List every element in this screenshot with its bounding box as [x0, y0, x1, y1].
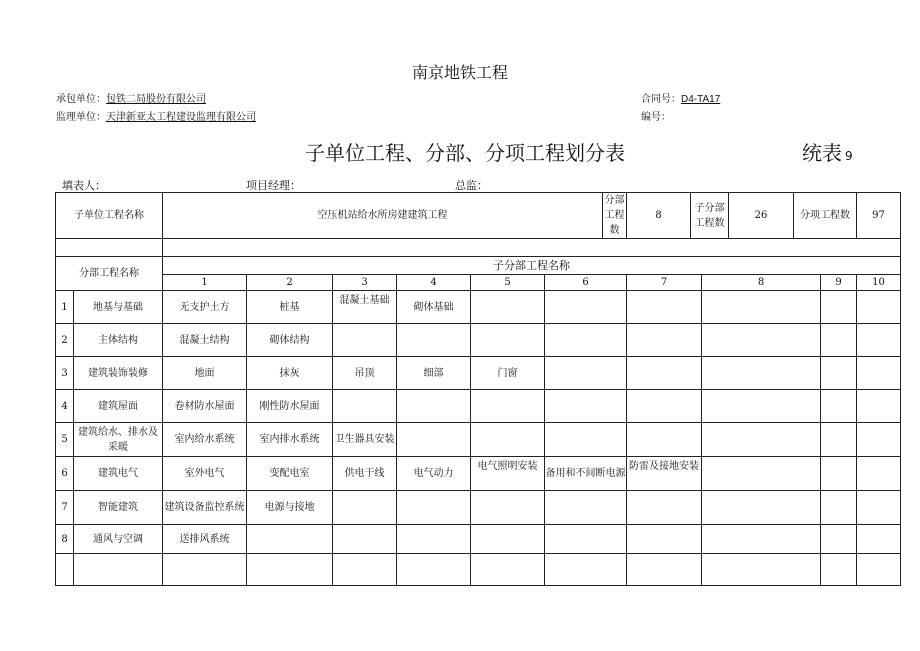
subdivision-cell: 变配电室 — [247, 457, 333, 491]
subdivision-cell: 抹灰 — [247, 357, 333, 390]
table-row — [56, 423, 901, 457]
subdivision-cell — [702, 554, 821, 586]
main-title: 子单位工程、分部、分项工程划分表 — [305, 141, 625, 165]
subdivision-cell — [627, 423, 702, 457]
subdivision-cell: 混凝土结构 — [163, 324, 247, 357]
subdivision-cell — [397, 554, 471, 586]
subdivision-cell — [857, 491, 901, 525]
subdivision-cell — [247, 525, 333, 554]
table-row — [56, 554, 901, 586]
supervisor-label: 监理单位： — [56, 112, 106, 123]
table-row — [56, 357, 901, 390]
subdivision-cell: 送排风系统 — [163, 525, 247, 554]
division-name: 主体结构 — [74, 324, 163, 357]
subdivision-cell — [545, 491, 627, 525]
subdivision-cell — [702, 525, 821, 554]
contract-label: 合同号： — [641, 94, 681, 105]
form-number: 9 — [845, 149, 853, 163]
col-number: 9 — [821, 275, 857, 291]
col-number: 1 — [163, 275, 247, 291]
subdivision-cell: 备用和不间断电源 — [545, 457, 627, 491]
col-number: 5 — [471, 275, 545, 291]
division-name: 建筑屋面 — [74, 390, 163, 423]
table-row — [56, 491, 901, 525]
subdivision-cell: 卷材防水屋面 — [163, 390, 247, 423]
subdivision-cell — [702, 457, 821, 491]
division-name: 建筑电气 — [74, 457, 163, 491]
col-number: 8 — [702, 275, 821, 291]
subdivision-cell — [821, 491, 857, 525]
subdivision-cell — [857, 423, 901, 457]
row-number: 8 — [56, 525, 74, 554]
division-name — [74, 554, 163, 586]
filler-label: 填表人： — [62, 179, 106, 192]
subdivision-cell — [627, 291, 702, 324]
subdivision-cell — [397, 491, 471, 525]
subdivision-cell — [471, 423, 545, 457]
subdivision-cell — [857, 457, 901, 491]
subdivision-cell — [545, 357, 627, 390]
subdivision-cell: 电气动力 — [397, 457, 471, 491]
subdivision-cell — [857, 357, 901, 390]
subdivision-cell — [471, 390, 545, 423]
div-count-label: 分部工程数 — [603, 193, 627, 239]
table-row — [56, 291, 901, 324]
subdivision-cell — [857, 390, 901, 423]
subdivision-cell: 砌体结构 — [247, 324, 333, 357]
col-number: 3 — [333, 275, 397, 291]
subdivision-cell — [821, 525, 857, 554]
subdivision-cell — [702, 491, 821, 525]
table-row — [56, 324, 901, 357]
row-number: 5 — [56, 423, 74, 457]
contractor-value: 包铁二局股份有限公司 — [106, 94, 206, 105]
subdivision-cell — [545, 291, 627, 324]
subdivision-cell — [333, 554, 397, 586]
subdivision-cell — [333, 324, 397, 357]
col-number: 4 — [397, 275, 471, 291]
supervisor-line — [56, 108, 256, 123]
row-number: 3 — [56, 357, 74, 390]
subdivision-cell: 门窗 — [471, 357, 545, 390]
subdivision-cell — [857, 525, 901, 554]
subdivision-cell — [857, 291, 901, 324]
subdivision-cell — [702, 291, 821, 324]
subdivision-cell: 无支护土方 — [163, 291, 247, 324]
col-number: 6 — [545, 275, 627, 291]
subdivision-cell: 供电干线 — [333, 457, 397, 491]
blank-row — [56, 239, 901, 257]
subdivision-cell: 电气照明安装 — [471, 457, 545, 491]
form-id — [802, 137, 853, 166]
subdivision-cell — [545, 390, 627, 423]
pm-label: 项目经理： — [246, 179, 301, 192]
subdivision-cell — [471, 491, 545, 525]
subdivision-cell: 桩基 — [247, 291, 333, 324]
subdivision-cell — [627, 525, 702, 554]
sub-unit-label: 子单位工程名称 — [56, 193, 163, 239]
subdivision-cell: 室内给水系统 — [163, 423, 247, 457]
subdivision-cell — [821, 390, 857, 423]
form-label: 统表 — [802, 141, 842, 165]
contractor-line — [56, 90, 206, 105]
subdivision-cell: 砌体基础 — [397, 291, 471, 324]
contractor-label: 承包单位： — [56, 94, 106, 105]
row-number: 6 — [56, 457, 74, 491]
subdivision-cell: 地面 — [163, 357, 247, 390]
subdivision-cell — [821, 457, 857, 491]
subdiv-count-value: 26 — [729, 193, 794, 239]
subdivision-cell: 混凝土基础 — [333, 291, 397, 324]
subdivision-cell — [702, 357, 821, 390]
subdivision-cell — [821, 291, 857, 324]
subdivision-cell — [821, 357, 857, 390]
row-number: 2 — [56, 324, 74, 357]
table-row — [56, 390, 901, 423]
subdivision-cell — [397, 390, 471, 423]
division-name: 建筑装饰装修 — [74, 357, 163, 390]
row-number — [56, 554, 74, 586]
subdivision-cell: 防雷及接地安装 — [627, 457, 702, 491]
subdivision-cell — [333, 491, 397, 525]
subdivision-cell — [857, 324, 901, 357]
subdivision-cell — [333, 525, 397, 554]
row-number: 4 — [56, 390, 74, 423]
subdivision-cell: 细部 — [397, 357, 471, 390]
subdivision-cell: 室内排水系统 — [247, 423, 333, 457]
serial-line — [641, 108, 671, 123]
division-name: 地基与基础 — [74, 291, 163, 324]
subdivision-cell: 电源与接地 — [247, 491, 333, 525]
div-count-value: 8 — [627, 193, 691, 239]
subdivision-cell — [545, 525, 627, 554]
subdiv-count-label: 子分部工程数 — [691, 193, 729, 239]
subdivision-cell — [627, 390, 702, 423]
subdivision-cell: 刚性防水屋面 — [247, 390, 333, 423]
subdivision-cell — [821, 423, 857, 457]
summary-row — [56, 193, 901, 239]
subdivision-cell — [545, 554, 627, 586]
subdivision-cell: 建筑设备监控系统 — [163, 491, 247, 525]
col-number: 2 — [247, 275, 333, 291]
subdivision-cell — [627, 554, 702, 586]
division-name-label: 分部工程名称 — [56, 257, 163, 291]
serial-label: 编号： — [641, 112, 671, 123]
subdivision-cell: 吊顶 — [333, 357, 397, 390]
supervisor-value: 天津新亚太工程建设监理有限公司 — [106, 112, 256, 123]
subdivision-cell — [397, 423, 471, 457]
contract-line — [641, 90, 720, 105]
subdivision-cell — [821, 554, 857, 586]
col-number: 10 — [857, 275, 901, 291]
subdivision-cell — [333, 390, 397, 423]
subdivision-cell — [471, 525, 545, 554]
table-row — [56, 457, 901, 491]
subdivision-cell — [247, 554, 333, 586]
subdivision-header-row — [56, 257, 901, 275]
subdivision-cell — [471, 554, 545, 586]
project-title: 南京地铁工程 — [411, 63, 508, 82]
col-number: 7 — [627, 275, 702, 291]
subdivision-cell — [397, 324, 471, 357]
subdivision-cell — [702, 324, 821, 357]
row-number: 7 — [56, 491, 74, 525]
division-name: 通风与空调 — [74, 525, 163, 554]
subdivision-cell — [627, 324, 702, 357]
subdivision-cell — [545, 423, 627, 457]
chief-label: 总监： — [455, 179, 488, 192]
division-name: 智能建筑 — [74, 491, 163, 525]
subdivision-cell — [397, 525, 471, 554]
subdivision-cell — [857, 554, 901, 586]
subdivision-cell — [821, 324, 857, 357]
subdivision-cell: 室外电气 — [163, 457, 247, 491]
subdivision-cell — [163, 554, 247, 586]
subdivision-cell — [627, 357, 702, 390]
subdivision-cell — [545, 324, 627, 357]
division-table — [55, 192, 901, 586]
subdivision-cell — [702, 390, 821, 423]
item-count-value: 97 — [857, 193, 901, 239]
division-name: 建筑给水、排水及采暖 — [74, 423, 163, 457]
contract-value: D4-TA17 — [681, 94, 721, 105]
subdivision-name-label: 子分部工程名称 — [163, 257, 901, 275]
table-row — [56, 525, 901, 554]
column-number-row — [56, 275, 901, 291]
subdivision-cell: 卫生器具安装 — [333, 423, 397, 457]
row-number: 1 — [56, 291, 74, 324]
subdivision-cell — [471, 324, 545, 357]
subdivision-cell — [627, 491, 702, 525]
item-count-label: 分项工程数 — [794, 193, 857, 239]
subdivision-cell — [471, 291, 545, 324]
subdivision-cell — [702, 423, 821, 457]
sub-unit-value: 空压机站给水所房建建筑工程 — [163, 193, 603, 239]
